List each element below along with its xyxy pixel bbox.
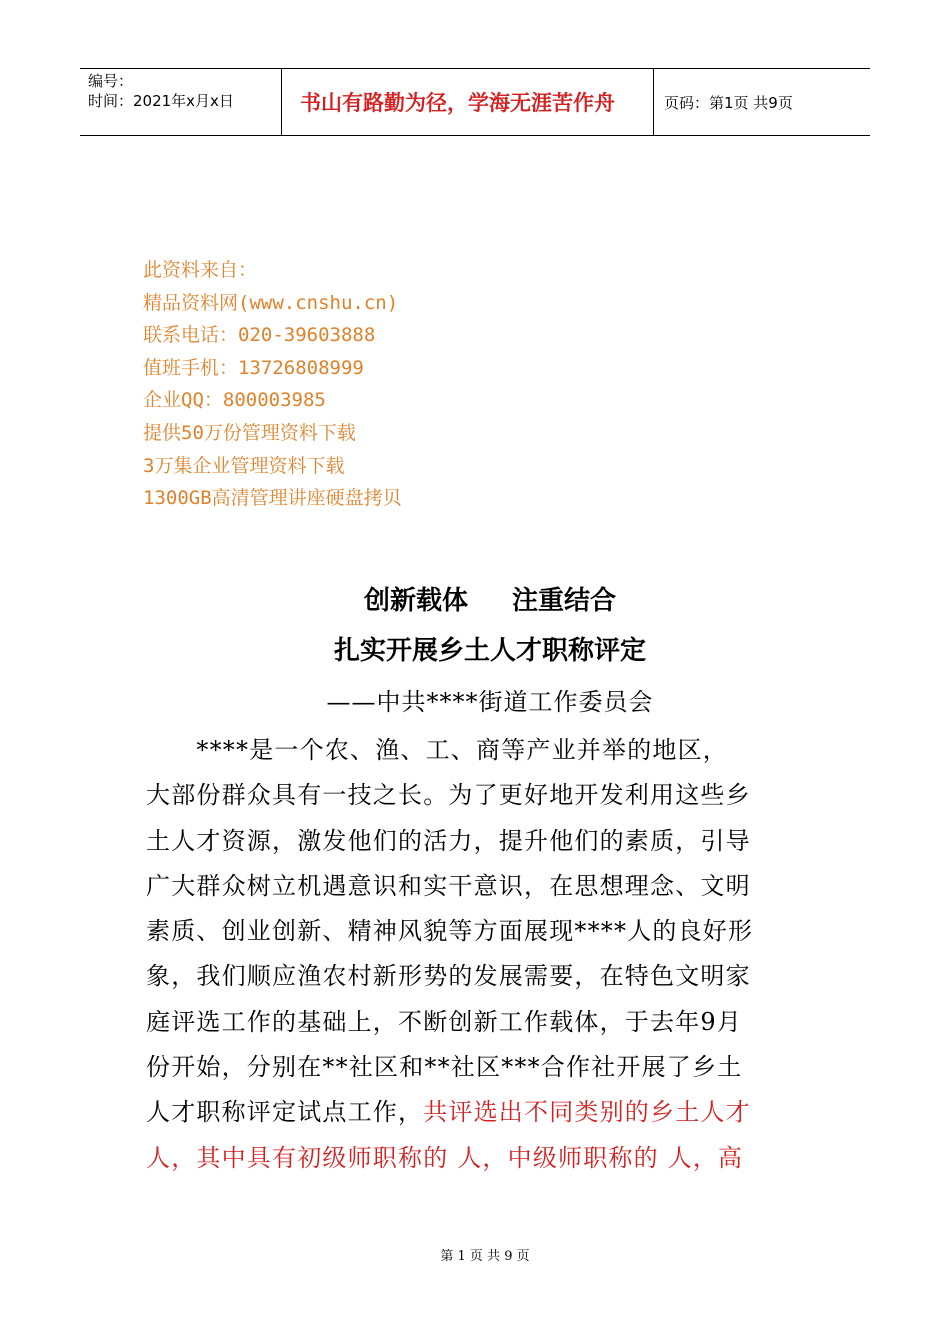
source-line: 精品资料网(www.cnshu.cn) [143,291,399,314]
body-line: 庭评选工作的基础上，不断创新工作载体，于去年9月 [146,1007,743,1036]
header-table [80,68,870,136]
source-line: 提供50万份管理资料下载 [143,421,356,444]
body-line-mixed [146,1090,758,1135]
title-line-1 [0,580,950,617]
body-line: 土人才资源，激发他们的活力，提升他们的素质，引导 [146,826,751,855]
header-motto: 书山有路勤为径，学海无涯苦作舟 [282,69,654,135]
body-line-highlight: 人，其中具有初级师职称的 人，中级师职称的 人，高 [146,1143,744,1172]
body-line: 份开始，分别在**社区和**社区***合作社开展了乡土 [146,1053,743,1082]
source-info-block [143,254,402,515]
title-part-a: 创新载体 [363,586,468,616]
number-label: 编号： [88,72,134,90]
title-line-2: 扎实开展乡土人才职称评定 [333,636,646,666]
source-line: 值班手机：13726808999 [143,356,364,379]
body-line: 大部份群众具有一技之长。为了更好地开发利用这些乡 [146,781,751,810]
page-footer: 第 1 页 共 9 页 [440,1249,530,1264]
source-line: 3万集企业管理资料下载 [143,454,345,477]
time-label: 时间：2021年x月x日 [88,92,234,110]
body-line: 广大群众树立机遇意识和实干意识，在思想理念、文明 [146,871,751,900]
byline: ——中共****街道工作委员会 [326,688,654,716]
body-line: 素质、创业创新、精神风貌等方面展现****人的良好形 [146,917,754,946]
body-line: ****是一个农、渔、工、商等产业并举的地区， [146,736,728,764]
body-text-highlight: 共评选出不同类别的乡土人才 [423,1098,751,1127]
body-line: 象，我们顺应渔农村新形势的发展需要，在特色文明家 [146,962,751,991]
source-line: 企业QQ：800003985 [143,389,326,412]
title-part-b: 注重结合 [512,586,617,616]
body-text-black: 人才职称评定试点工作， [146,1098,424,1127]
header-meta [80,69,282,135]
source-line: 联系电话：020-39603888 [143,324,376,347]
source-line: 1300GB高清管理讲座硬盘拷贝 [143,487,402,510]
header-page-info: 页码：第1页 共9页 [664,93,793,112]
source-line: 此资料来自： [143,259,258,281]
body-paragraph [146,728,758,1181]
